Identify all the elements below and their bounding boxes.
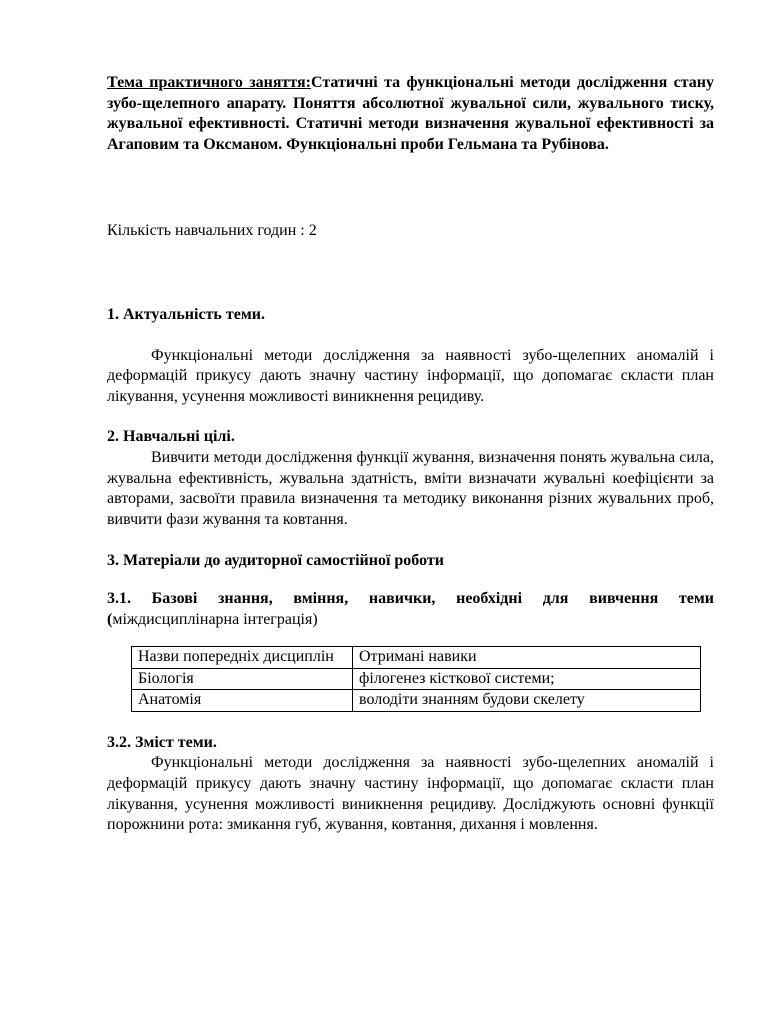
subsection-3-1-title: 3.1. Базові знання, вміння, навички, необхідні для вивчення теми ( bbox=[107, 589, 714, 628]
study-hours: Кількість навчальних годин : 2 bbox=[107, 222, 317, 240]
subsection-3-1-note: міждисциплінарна інтеграція) bbox=[112, 610, 318, 628]
section-2-heading: 2. Навчальні цілі. bbox=[107, 428, 235, 446]
subsection-3-1 bbox=[107, 589, 714, 630]
topic-text: Статичні та функціональні методи дослідження стану зубо-щелепного апарату. Поняття абсолютної жувальної сили, жувального тиску, жувальної ефективності. Статичні методи визначення жувальної ефективності за Агаповим та Оксманом. Функціональні проби Гельмана та Рубінова. bbox=[107, 74, 714, 153]
subsection-3-2-heading: 3.2. Зміст теми. bbox=[107, 733, 217, 751]
subsection-3-2-paragraph: Функціональні методи дослідження за наявності зубо-щелепних аномалій і деформацій прикусу дають значну частину інформації, що допомагає скласти план лікування, усунення можливості виникнення рецидиву. Досліджують основні функції порожнини рота: змикання губ, жування, ковтання, дихання і мовлення. bbox=[107, 754, 714, 834]
table-header-cell: Отримані навики bbox=[353, 647, 701, 669]
section-1-paragraph: Функціональні методи дослідження за наявності зубо-щелепних аномалій і деформацій прикусу дають значну частину інформації, що допомагає скласти план лікування, усунення можливості виникнення рецидиву. bbox=[107, 346, 714, 405]
topic-block bbox=[107, 73, 714, 155]
topic-label: Тема практичного заняття: bbox=[107, 74, 311, 91]
table-cell: володіти знанням будови скелету bbox=[353, 690, 701, 712]
section-1-heading: 1. Актуальність теми. bbox=[107, 305, 265, 323]
section-2-paragraph: Вивчити методи дослідження функції жування, визначення понять жувальна сила, жувальна ефективність, жувальна здатність, вміти визначати жувальні коефіцієнти за авторами, засвоїти правила визначення та методику виконання різних жувальних проб, вивчити фази жування та ковтання. bbox=[107, 448, 714, 528]
table-header-cell: Назви попередніх дисциплін bbox=[132, 647, 353, 669]
table-row bbox=[132, 668, 701, 690]
table-row bbox=[132, 690, 701, 712]
section-3-heading: 3. Матеріали до аудиторної самостійної роботи bbox=[107, 552, 444, 570]
table-cell: Анатомія bbox=[132, 690, 353, 712]
table-cell: Біологія bbox=[132, 668, 353, 690]
table-cell: філогенез кісткової системи; bbox=[353, 668, 701, 690]
table-header-row bbox=[132, 647, 701, 669]
disciplines-table bbox=[131, 646, 701, 712]
